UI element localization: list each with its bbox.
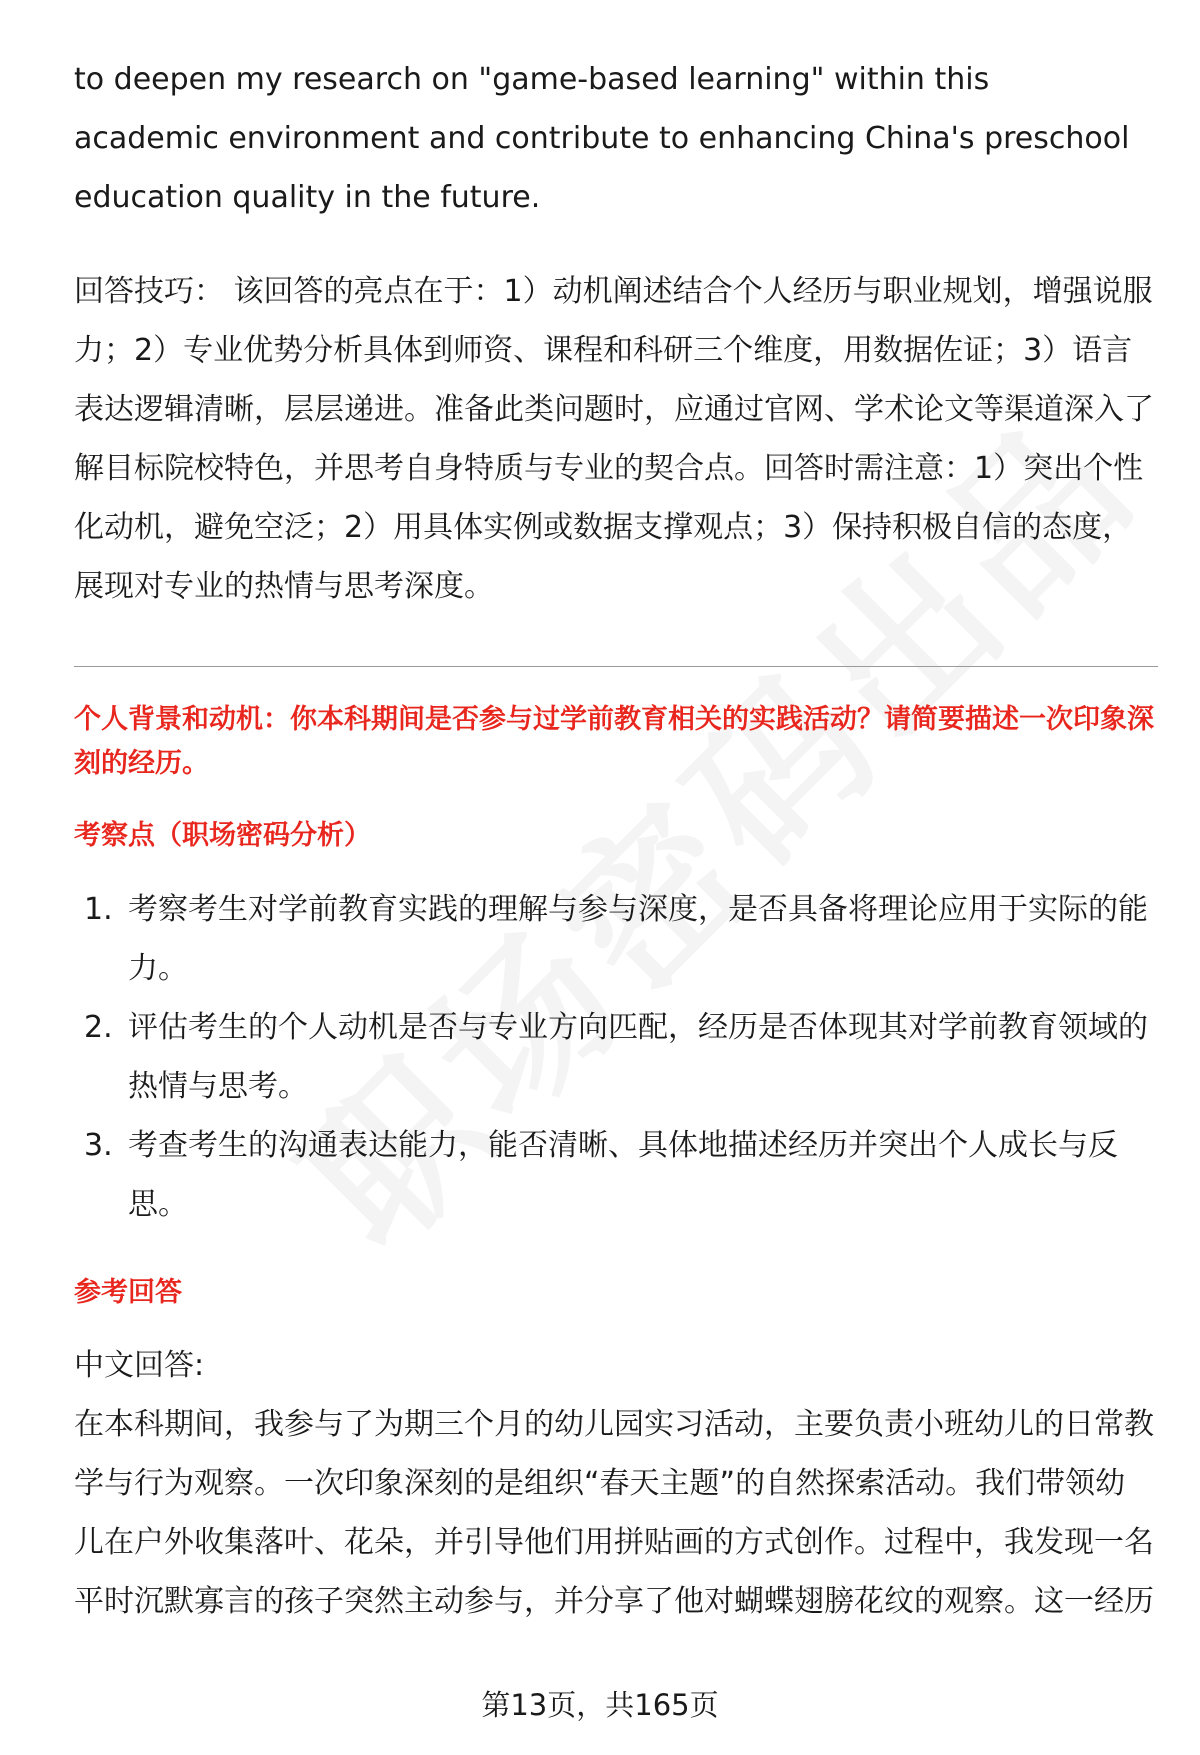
list-item bbox=[74, 1116, 1154, 1234]
continuation-paragraph: to deepen my research on "game-based learning" within this academic environment and contribute to enhancing China's preschool education quality in the future. bbox=[74, 62, 1130, 215]
page-footer: 第13页，共165页 bbox=[481, 1688, 719, 1722]
list-number: 2. bbox=[84, 1010, 113, 1045]
focus-list bbox=[74, 880, 1154, 1234]
list-text: 考查考生的沟通表达能力，能否清晰、具体地描述经历并突出个人成长与反思。 bbox=[128, 1128, 1118, 1222]
list-text: 评估考生的个人动机是否与专业方向匹配，经历是否体现其对学前教育领域的热情与思考。 bbox=[128, 1010, 1148, 1104]
list-number: 3. bbox=[84, 1128, 113, 1163]
section-divider bbox=[74, 666, 1158, 667]
answer-tips-paragraph: 回答技巧： 该回答的亮点在于：1）动机阐述结合个人经历与职业规划，增强说服力；2）专业优势分析具体到师资、课程和科研三个维度，用数据佐证；3）语言表达逻辑清晰，层层递进。准备此类问题时，应通过官网、学术论文等渠道深入了解目标院校特色，并思考自身特质与专业的契合点。回答时需注意：1）突出个性化动机，避免空泛；2）用具体实例或数据支撑观点；3）保持积极自信的态度，展现对专业的热情与思考深度。 bbox=[74, 274, 1154, 604]
list-number: 1. bbox=[84, 892, 113, 927]
list-item bbox=[74, 880, 1154, 998]
list-item bbox=[74, 998, 1154, 1116]
chinese-answer-label: 中文回答: bbox=[74, 1348, 205, 1383]
reference-heading: 参考回答 bbox=[74, 1277, 182, 1308]
list-text: 考察考生对学前教育实践的理解与参与深度，是否具备将理论应用于实际的能力。 bbox=[128, 892, 1148, 986]
question-heading: 个人背景和动机：你本科期间是否参与过学前教育相关的实践活动？请简要描述一次印象深刻的经历。 bbox=[74, 704, 1154, 779]
chinese-answer-body: 在本科期间，我参与了为期三个月的幼儿园实习活动，主要负责小班幼儿的日常教学与行为观察。一次印象深刻的是组织“春天主题”的自然探索活动。我们带领幼儿在户外收集落叶、花朵，并引导他们用拼贴画的方式创作。过程中，我发现一名平时沉默寡言的孩子突然主动参与，并分享了他对蝴蝶翅膀花纹的观察。这一经历 bbox=[74, 1407, 1154, 1619]
focus-heading: 考察点（职场密码分析） bbox=[74, 820, 371, 851]
